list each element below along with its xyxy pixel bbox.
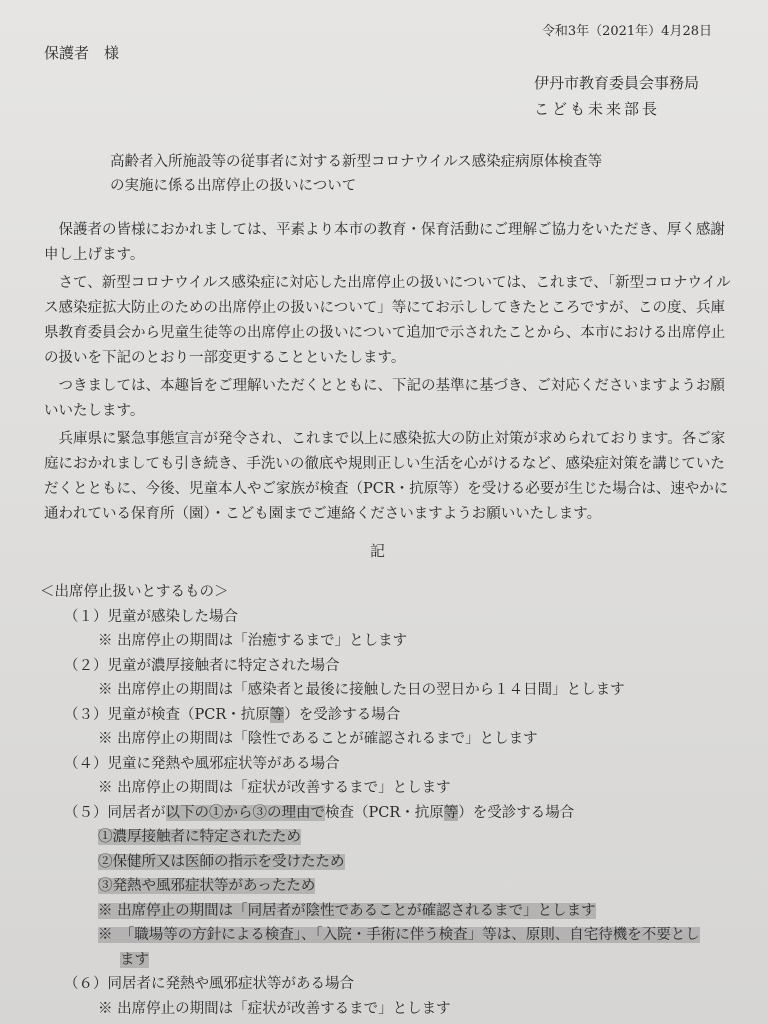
item-6-note: ※ 出席停止の期間は「症状が改善するまで」とします	[98, 1000, 451, 1017]
item-6-title: （６）同居者に発熱や風邪症状等がある場合	[64, 976, 354, 992]
highlight-mark: 等	[269, 706, 285, 723]
paragraph-emergency: 兵庫県に緊急事態宣言が発令され、これまで以上に感染拡大の防止対策が求められております。各ご家庭におかれましても引き続き、手洗いの徹底や規則正しい生活を心がけるなど、感染症対策を講じていただくとともに、今後、児童本人やご家族が検査（PCR・抗原等）を受ける必要が生じた場合は、速やかに通われている保育所（園）・こども園までご連絡くださいますようお願いいたします。	[44, 431, 729, 522]
item-3-note: ※ 出席停止の期間は「陰性であることが確認されるまで」とします	[98, 731, 538, 747]
document-title-line1: 高齢者入所施設等の従事者に対する新型コロナウイルス感染症病原体検査等	[110, 154, 603, 170]
sender-office: 伊丹市教育委員会事務局	[534, 74, 700, 92]
item-5-reason-2: ②保健所又は医師の指示を受けたため	[98, 853, 345, 870]
paragraph-greeting: 保護者の皆様におかれましては、平素より本市の教育・保育活動にご理解ご協力をいただき、厚く感謝申し上げます。	[44, 222, 725, 263]
item-5-reason-3: ③発熱や風邪症状等があったため	[98, 878, 316, 894]
item-5-note-2-cont: ます	[120, 951, 149, 968]
item-2-note: ※ 出席停止の期間は「感染者と最後に接触した日の翌日から１４日間」とします	[98, 682, 625, 698]
item-3-title: （３）児童が検査（PCR・抗原等）を受診する場合	[64, 706, 401, 723]
item-5-reason-1: ①濃厚接触者に特定されたため	[98, 829, 301, 845]
item-1-title: （１）児童が感染した場合	[64, 608, 238, 625]
paragraph-request: つきましては、本趣旨をご理解いただくとともに、下記の基準に基づき、ご対応くださいますようお願いいたします。	[44, 378, 725, 419]
item-4-title: （４）児童に発熱や風邪症状等がある場合	[64, 755, 340, 772]
section-heading: ＜出席停止扱いとするもの＞	[40, 584, 229, 600]
item-4-note: ※ 出席停止の期間は「症状が改善するまで」とします	[98, 780, 451, 796]
item-2-title: （２）児童が濃厚接触者に特定された場合	[64, 657, 340, 674]
item-5-title: （５）同居者が以下の①から③の理由で検査（PCR・抗原等）を受診する場合	[64, 804, 575, 821]
recipient: 保護者 様	[44, 44, 120, 62]
item-5-note-1: ※ 出席停止の期間は「同居者が陰性であることが確認されるまで」とします	[98, 902, 596, 919]
sender-title: こども未来部長	[534, 100, 661, 118]
item-1-note: ※ 出席停止の期間は「治癒するまで」とします	[98, 633, 408, 649]
document-title-line2: の実施に係る出席停止の扱いについて	[110, 178, 357, 194]
body-text	[44, 218, 736, 530]
highlight-reason: 以下の①から③の理由で	[165, 804, 325, 821]
ki-heading: 記	[370, 542, 386, 560]
document-date: 令和3年（2021年）4月28日	[541, 24, 712, 39]
item-5-note-2: ※ 「職場等の方針による検査」、「入院・手術に伴う検査」等は、原則、自宅待機を不要とし	[98, 927, 700, 943]
paragraph-background: さて、新型コロナウイルス感染症に対応した出席停止の扱いについては、これまで、「新型コロナウイルス感染症拡大防止のための出席停止の扱いについて」等にてお示ししてきたところですが、この度、兵庫県教育委員会から児童生徒等の出席停止の扱いについて追加で示されたことから、本市における出席停止の扱いを下記のとおり一部変更することといたします。	[44, 275, 731, 366]
highlight-mark: 等	[443, 804, 459, 821]
criteria-list	[40, 580, 700, 1021]
